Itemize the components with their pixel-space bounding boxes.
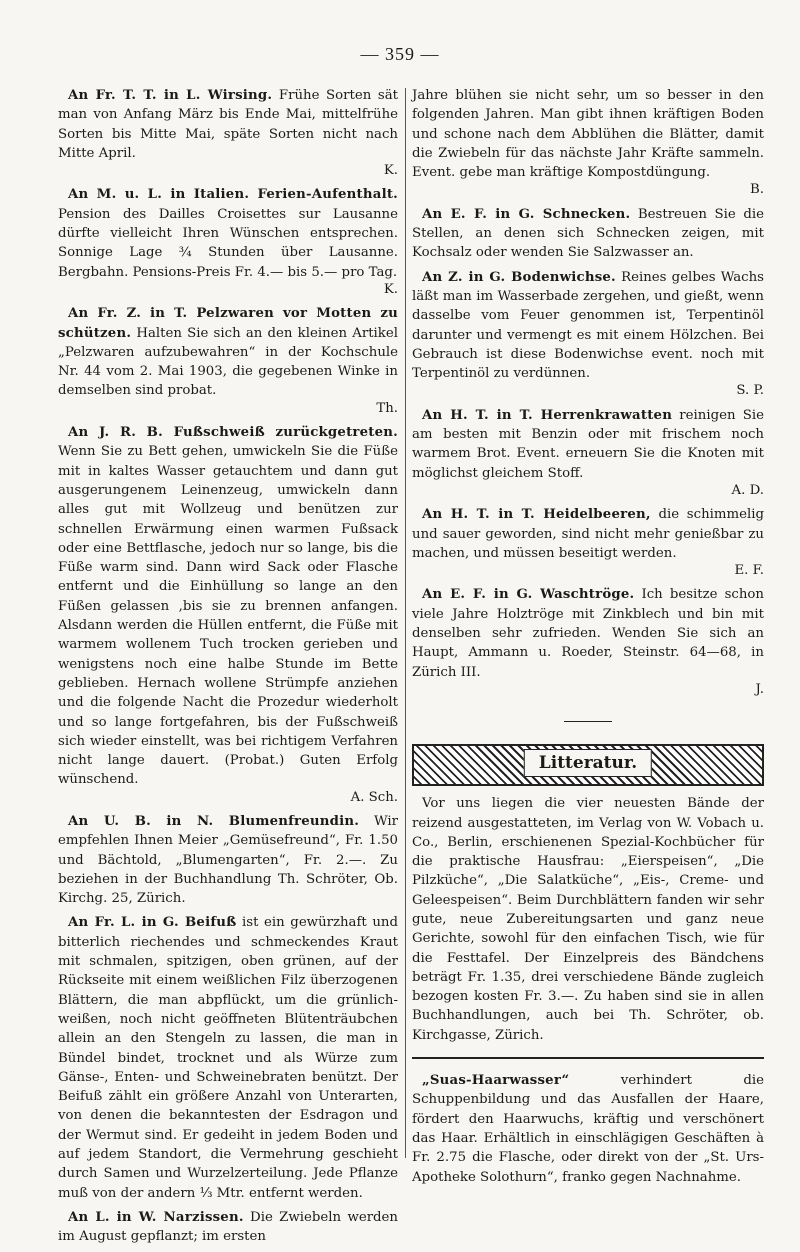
entry-heading: An H. T. in T. Herrenkrawatten [422, 407, 673, 423]
entry-signature: J. [755, 681, 764, 697]
entry-heading: An Fr. T. T. in L. Wirsing. [68, 88, 273, 103]
answer-entry [58, 86, 398, 180]
entry-signature: S. P. [736, 383, 764, 399]
entry-heading: An L. in W. Narzissen. [68, 1209, 244, 1225]
advert-heading: „Suas-Haarwasser“ [422, 1073, 570, 1089]
answer-entry [58, 185, 398, 299]
entry-text: Halten Sie sich an den kleinen Artikel „Pelzwaren aufzubewahren“ in der Kochschule Nr. 44 vom 2. Mai 1903, die gegebenen Winke in demselben sind probat. [58, 325, 398, 399]
entry-signature: B. [750, 182, 764, 198]
entry-heading: An E. F. in G. Waschtröge. [422, 587, 635, 603]
answer-entry [58, 304, 398, 418]
literature-text [412, 794, 764, 1045]
entry-text: reinigen Sie am besten mit Benzin oder mit frischem noch warmem Brot. Event. erneuern Sie die Knoten mit möglichst gleichem Stoff. [412, 407, 764, 481]
entry-text: Ich besitze schon viele Jahre Holztröge mit Zinkblech und bin mit denselben sehr zufrieden. Wenden Sie sich an Haupt, Ammann u. Roeder, Steinstr. 64—68, in Zürich III. [412, 587, 764, 680]
entry-text: Pension des Dailles Croisettes sur Lausanne dürfte vielleicht Ihren Wünschen entsprechen. Sonnige Lage ¾ Stunden über Lausanne. Bergbahn. Pensions-Preis Fr. 4.— bis 5.— pro Tag. [58, 206, 398, 280]
answer-entry [412, 268, 764, 401]
entry-signature: A. Sch. [350, 789, 398, 805]
entry-heading: An H. T. in T. Heidelbeeren, [422, 507, 651, 523]
entry-heading: An U. B. in N. Blumenfreundin. [68, 813, 360, 829]
entry-text: Wenn Sie zu Bett gehen, umwickeln Sie die Füße mit in kaltes Wasser getauchtem und dann gut ausgerungenem Leinenzeug, umwickeln dann alles gut mit Wollzeug und benützen zur schnellen Erwärmung einen warmen Fußsack oder eine Bettflasche, jedoch nur so lange, bis die Füße warm sind. Dann wird Sack oder Flasche entfernt und die Einhüllung so lange an den Füßen gelassen ,bis sie zu brennen anfangen. Alsdann werden die Hüllen entfernt, die Füße mit warmem wollenem Tuch trocken gerieben und wenigstens noch eine halbe Stunde im Bette geblieben. Hernach wollene Strümpfe anziehen und die folgende Nacht die Prozedur wiederholt und so lange fortgefahren, bis der Fußschweiß sich wieder einstellt, was bei richtigem Verfahren nicht lange dauert. (Probat.) Guten Erfolg wünschend. [58, 444, 398, 788]
literature-body: Vor uns liegen die vier neuesten Bände der reizend ausgestatteten, im Verlag von W. Vobach u. Co., Berlin, erschienenen Spezial-Kochbücher für die praktische Hausfrau: „Eierspeisen“, „Die Pilzküche“, „Die Salatküche“, „Eis-, Creme- und Geleespeisen“. Beim Durchblättern fanden wir sehr gute, neue Zubereitungsarten und ganz neue Gerichte, sowohl für den einfachen Tisch, wie für die Festtafel. Der Einzelpreis des Bändchens beträgt Fr. 1.35, drei verschiedene Bände zugleich bezogen kosten Fr. 3.—. Zu haben sind sie in allen Buchhandlungen, auch bei Th. Schröter, ob. Kirchgasse, Zürich. [412, 796, 764, 1043]
answer-entry [412, 406, 764, 500]
entry-text: Frühe Sorten sät man von Anfang März bis Ende Mai, mittelfrühe Sorten bis Mitte Mai, späte Sorten nicht nach Mitte April. [58, 88, 399, 161]
answer-entry [412, 505, 764, 580]
entry-heading: An Fr. L. in G. Beifuß [68, 915, 237, 931]
answer-entry [58, 1208, 398, 1247]
entry-text: Wir empfehlen Ihnen Meier „Gemüsefreund“, Fr. 1.50 und Bächtold, „Blumengarten“, Fr. 2.—. Zu beziehen in der Buchhandlung Th. Schröter, Ob. Kirchg. 25, Zürich. [58, 813, 398, 907]
entry-signature: E. F. [734, 563, 764, 579]
separator-rule [564, 721, 612, 722]
entry-signature: Th. [376, 400, 398, 416]
entry-signature: K. [383, 281, 398, 297]
entry-text: Jahre blühen sie nicht sehr, um so besser in den folgenden Jahren. Man gibt ihnen kräftigen Boden und schone nach dem Abblühen die Blätter, damit die Zwiebeln für das nächste Jahr Kräfte sammeln. Event. gebe man kräftige Kompostdüngung. [412, 88, 764, 181]
page-number: — 359 — [360, 44, 440, 64]
left-column [58, 86, 398, 1252]
answer-entry [58, 812, 398, 908]
answer-entry [58, 913, 398, 1202]
literature-banner [412, 744, 764, 786]
double-rule [412, 1057, 764, 1059]
entry-text: Reines gelbes Wachs läßt man im Wasserbade zergehen, und gießt, wenn dasselbe vom Feuer genommen ist, Terpentinöl darunter und vermengt es mit einem Hölzchen. Bei Gebrauch ist diese Bodenwichse event. noch mit Terpentinöl zu verdünnen. [412, 269, 764, 382]
entry-heading: An J. R. B. Fußschweiß zurückgetreten. [68, 425, 398, 441]
entry-heading: An Fr. Z. in T. Pelzwaren vor Motten zu schützen. [58, 306, 398, 341]
entry-heading: An Z. in G. Bodenwichse. [422, 269, 616, 285]
answer-entry [412, 585, 764, 699]
entry-heading: An M. u. L. in Italien. Ferien-Aufenthalt. [68, 187, 398, 203]
entry-text: Die Zwiebeln werden im August gepflanzt; im ersten [58, 1209, 398, 1245]
answer-entry [412, 205, 764, 263]
literature-title: Litteratur. [524, 749, 652, 777]
entry-text: ist ein gewürzhaft und bitterlich riechendes und schmeckendes Kraut mit schmalen, spitzigen, oben grünen, auf der Rückseite mit einem weißlichen Filz überzogenen Blättern, die man abpflückt, um die grünlich-weißen, noch nicht geöffneten Blütenträubchen allein an den Stengeln zu lassen, die man in Bündel bindet, trocknet und als Würze zum Gänse-, Enten- und Schweinebraten benützt. Der Beifuß zählt ein größere Anzahl von Unterarten, von denen die bekanntesten der Esdragon und der Wermut sind. Er gedeiht in jedem Boden und auf jedem Standort, die Vermehrung geschieht durch Samen und Wurzelzerteilung. Jede Pflanze muß von der andern ⅓ Mtr. entfernt werden. [58, 915, 398, 1201]
right-column [412, 86, 764, 1192]
column-divider [405, 88, 406, 1158]
entry-text: die schimmelig und sauer geworden, sind nicht mehr genießbar zu machen, und müssen beseitigt werden. [412, 507, 764, 561]
entry-signature: A. D. [731, 482, 764, 498]
advert [412, 1071, 764, 1187]
advert-text: verhindert die Schuppenbildung und das Ausfallen der Haare, fördert den Haarwuchs, kräftig und verschönert das Haar. Erhältlich in einschlägigen Geschäften à Fr. 2.75 die Flasche, oder direkt von der „St. Urs-Apotheke Solothurn“, franko gegen Nachnahme. [412, 1073, 765, 1185]
entry-heading: An E. F. in G. Schnecken. [422, 206, 631, 222]
answer-entry [412, 86, 764, 200]
entry-text: Bestreuen Sie die Stellen, an denen sich Schnecken zeigen, mit Kochsalz oder wenden Sie Salzwasser an. [412, 206, 764, 261]
answer-entry [58, 423, 398, 807]
entry-signature: K. [383, 163, 398, 179]
